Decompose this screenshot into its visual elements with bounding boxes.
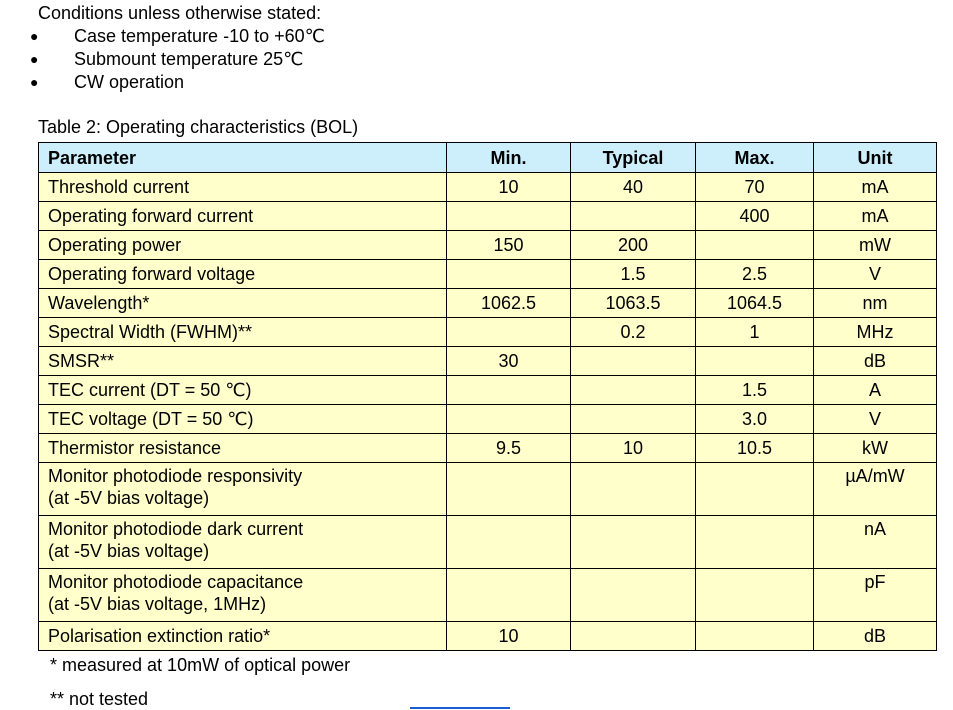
condition-item <box>30 71 325 94</box>
cell-unit: V <box>814 405 937 434</box>
cell-typical <box>571 202 696 231</box>
cell-parameter: Operating forward current <box>39 202 447 231</box>
header-unit: Unit <box>814 143 937 173</box>
parameter-line1: Monitor photodiode responsivity <box>48 466 303 486</box>
cell-min: 10 <box>447 622 571 651</box>
cell-typical <box>571 622 696 651</box>
operating-characteristics-table <box>38 142 937 651</box>
table-row <box>39 289 937 318</box>
cell-typical <box>571 516 696 569</box>
cell-parameter: Operating power <box>39 231 447 260</box>
cell-max: 1064.5 <box>696 289 814 318</box>
cell-typical: 0.2 <box>571 318 696 347</box>
bullet-icon: ● <box>30 74 39 90</box>
cell-parameter <box>39 516 447 569</box>
cell-max: 3.0 <box>696 405 814 434</box>
condition-text: Case temperature -10 to +60℃ <box>74 26 325 46</box>
cell-typical <box>571 463 696 516</box>
cell-parameter: Spectral Width (FWHM)** <box>39 318 447 347</box>
condition-item <box>30 48 325 71</box>
parameter-line1: Monitor photodiode capacitance <box>48 572 304 592</box>
cell-min <box>447 318 571 347</box>
cell-parameter: Polarisation extinction ratio* <box>39 622 447 651</box>
cell-max: 1.5 <box>696 376 814 405</box>
cell-typical: 1063.5 <box>571 289 696 318</box>
cell-unit: MHz <box>814 318 937 347</box>
conditions-list <box>30 25 325 94</box>
table-row <box>39 569 937 622</box>
cell-max <box>696 569 814 622</box>
table-row <box>39 260 937 289</box>
header-min: Min. <box>447 143 571 173</box>
table-row <box>39 622 937 651</box>
cell-min <box>447 202 571 231</box>
cell-max: 10.5 <box>696 434 814 463</box>
cell-typical: 40 <box>571 173 696 202</box>
cell-min <box>447 405 571 434</box>
bullet-icon: ● <box>30 28 39 44</box>
cell-unit: V <box>814 260 937 289</box>
cell-unit: nA <box>814 516 937 569</box>
cell-unit: mA <box>814 202 937 231</box>
cell-unit: mW <box>814 231 937 260</box>
table-row <box>39 173 937 202</box>
condition-text: CW operation <box>74 72 185 92</box>
parameter-line2: (at -5V bias voltage, 1MHz) <box>48 594 267 614</box>
cell-max <box>696 347 814 376</box>
table-row <box>39 202 937 231</box>
cell-typical <box>571 405 696 434</box>
cell-min <box>447 569 571 622</box>
cell-min: 9.5 <box>447 434 571 463</box>
cell-parameter: SMSR** <box>39 347 447 376</box>
parameter-line2: (at -5V bias voltage) <box>48 488 210 508</box>
table-row <box>39 434 937 463</box>
bullet-icon: ● <box>30 51 39 67</box>
cell-typical: 10 <box>571 434 696 463</box>
cell-unit: mA <box>814 173 937 202</box>
table-row <box>39 347 937 376</box>
link-underline[interactable] <box>410 707 510 709</box>
cell-unit: kW <box>814 434 937 463</box>
cell-min <box>447 260 571 289</box>
cell-min: 10 <box>447 173 571 202</box>
cell-min: 1062.5 <box>447 289 571 318</box>
cell-parameter: Threshold current <box>39 173 447 202</box>
cell-max: 400 <box>696 202 814 231</box>
table-header-row <box>39 143 937 173</box>
cell-min <box>447 463 571 516</box>
header-max: Max. <box>696 143 814 173</box>
cell-max: 1 <box>696 318 814 347</box>
table-row <box>39 516 937 569</box>
cell-typical <box>571 347 696 376</box>
cell-max <box>696 463 814 516</box>
table-caption: Table 2: Operating characteristics (BOL) <box>38 117 359 137</box>
table-row <box>39 231 937 260</box>
cell-max <box>696 622 814 651</box>
header-parameter: Parameter <box>39 143 447 173</box>
cell-typical: 1.5 <box>571 260 696 289</box>
table-row <box>39 463 937 516</box>
cell-min: 30 <box>447 347 571 376</box>
cell-parameter <box>39 463 447 516</box>
footnote-not-tested: ** not tested <box>50 689 149 709</box>
conditions-heading: Conditions unless otherwise stated: <box>38 3 322 23</box>
condition-text: Submount temperature 25℃ <box>74 49 304 69</box>
parameter-line2: (at -5V bias voltage) <box>48 541 210 561</box>
cell-min <box>447 516 571 569</box>
cell-max <box>696 231 814 260</box>
cell-unit: µA/mW <box>814 463 937 516</box>
table-row <box>39 376 937 405</box>
header-typical: Typical <box>571 143 696 173</box>
cell-min <box>447 376 571 405</box>
parameter-line1: Monitor photodiode dark current <box>48 519 304 539</box>
table-row <box>39 405 937 434</box>
condition-item <box>30 25 325 48</box>
cell-max <box>696 516 814 569</box>
cell-max: 2.5 <box>696 260 814 289</box>
cell-typical <box>571 376 696 405</box>
cell-parameter: Thermistor resistance <box>39 434 447 463</box>
cell-max: 70 <box>696 173 814 202</box>
cell-parameter: TEC voltage (DT = 50 ℃) <box>39 405 447 434</box>
cell-min: 150 <box>447 231 571 260</box>
cell-parameter: Wavelength* <box>39 289 447 318</box>
cell-parameter: TEC current (DT = 50 ℃) <box>39 376 447 405</box>
cell-parameter <box>39 569 447 622</box>
cell-typical: 200 <box>571 231 696 260</box>
footnote-optical-power: * measured at 10mW of optical power <box>50 655 351 675</box>
cell-unit: dB <box>814 347 937 376</box>
cell-unit: A <box>814 376 937 405</box>
cell-typical <box>571 569 696 622</box>
cell-unit: nm <box>814 289 937 318</box>
cell-unit: pF <box>814 569 937 622</box>
cell-unit: dB <box>814 622 937 651</box>
table-row <box>39 318 937 347</box>
cell-parameter: Operating forward voltage <box>39 260 447 289</box>
